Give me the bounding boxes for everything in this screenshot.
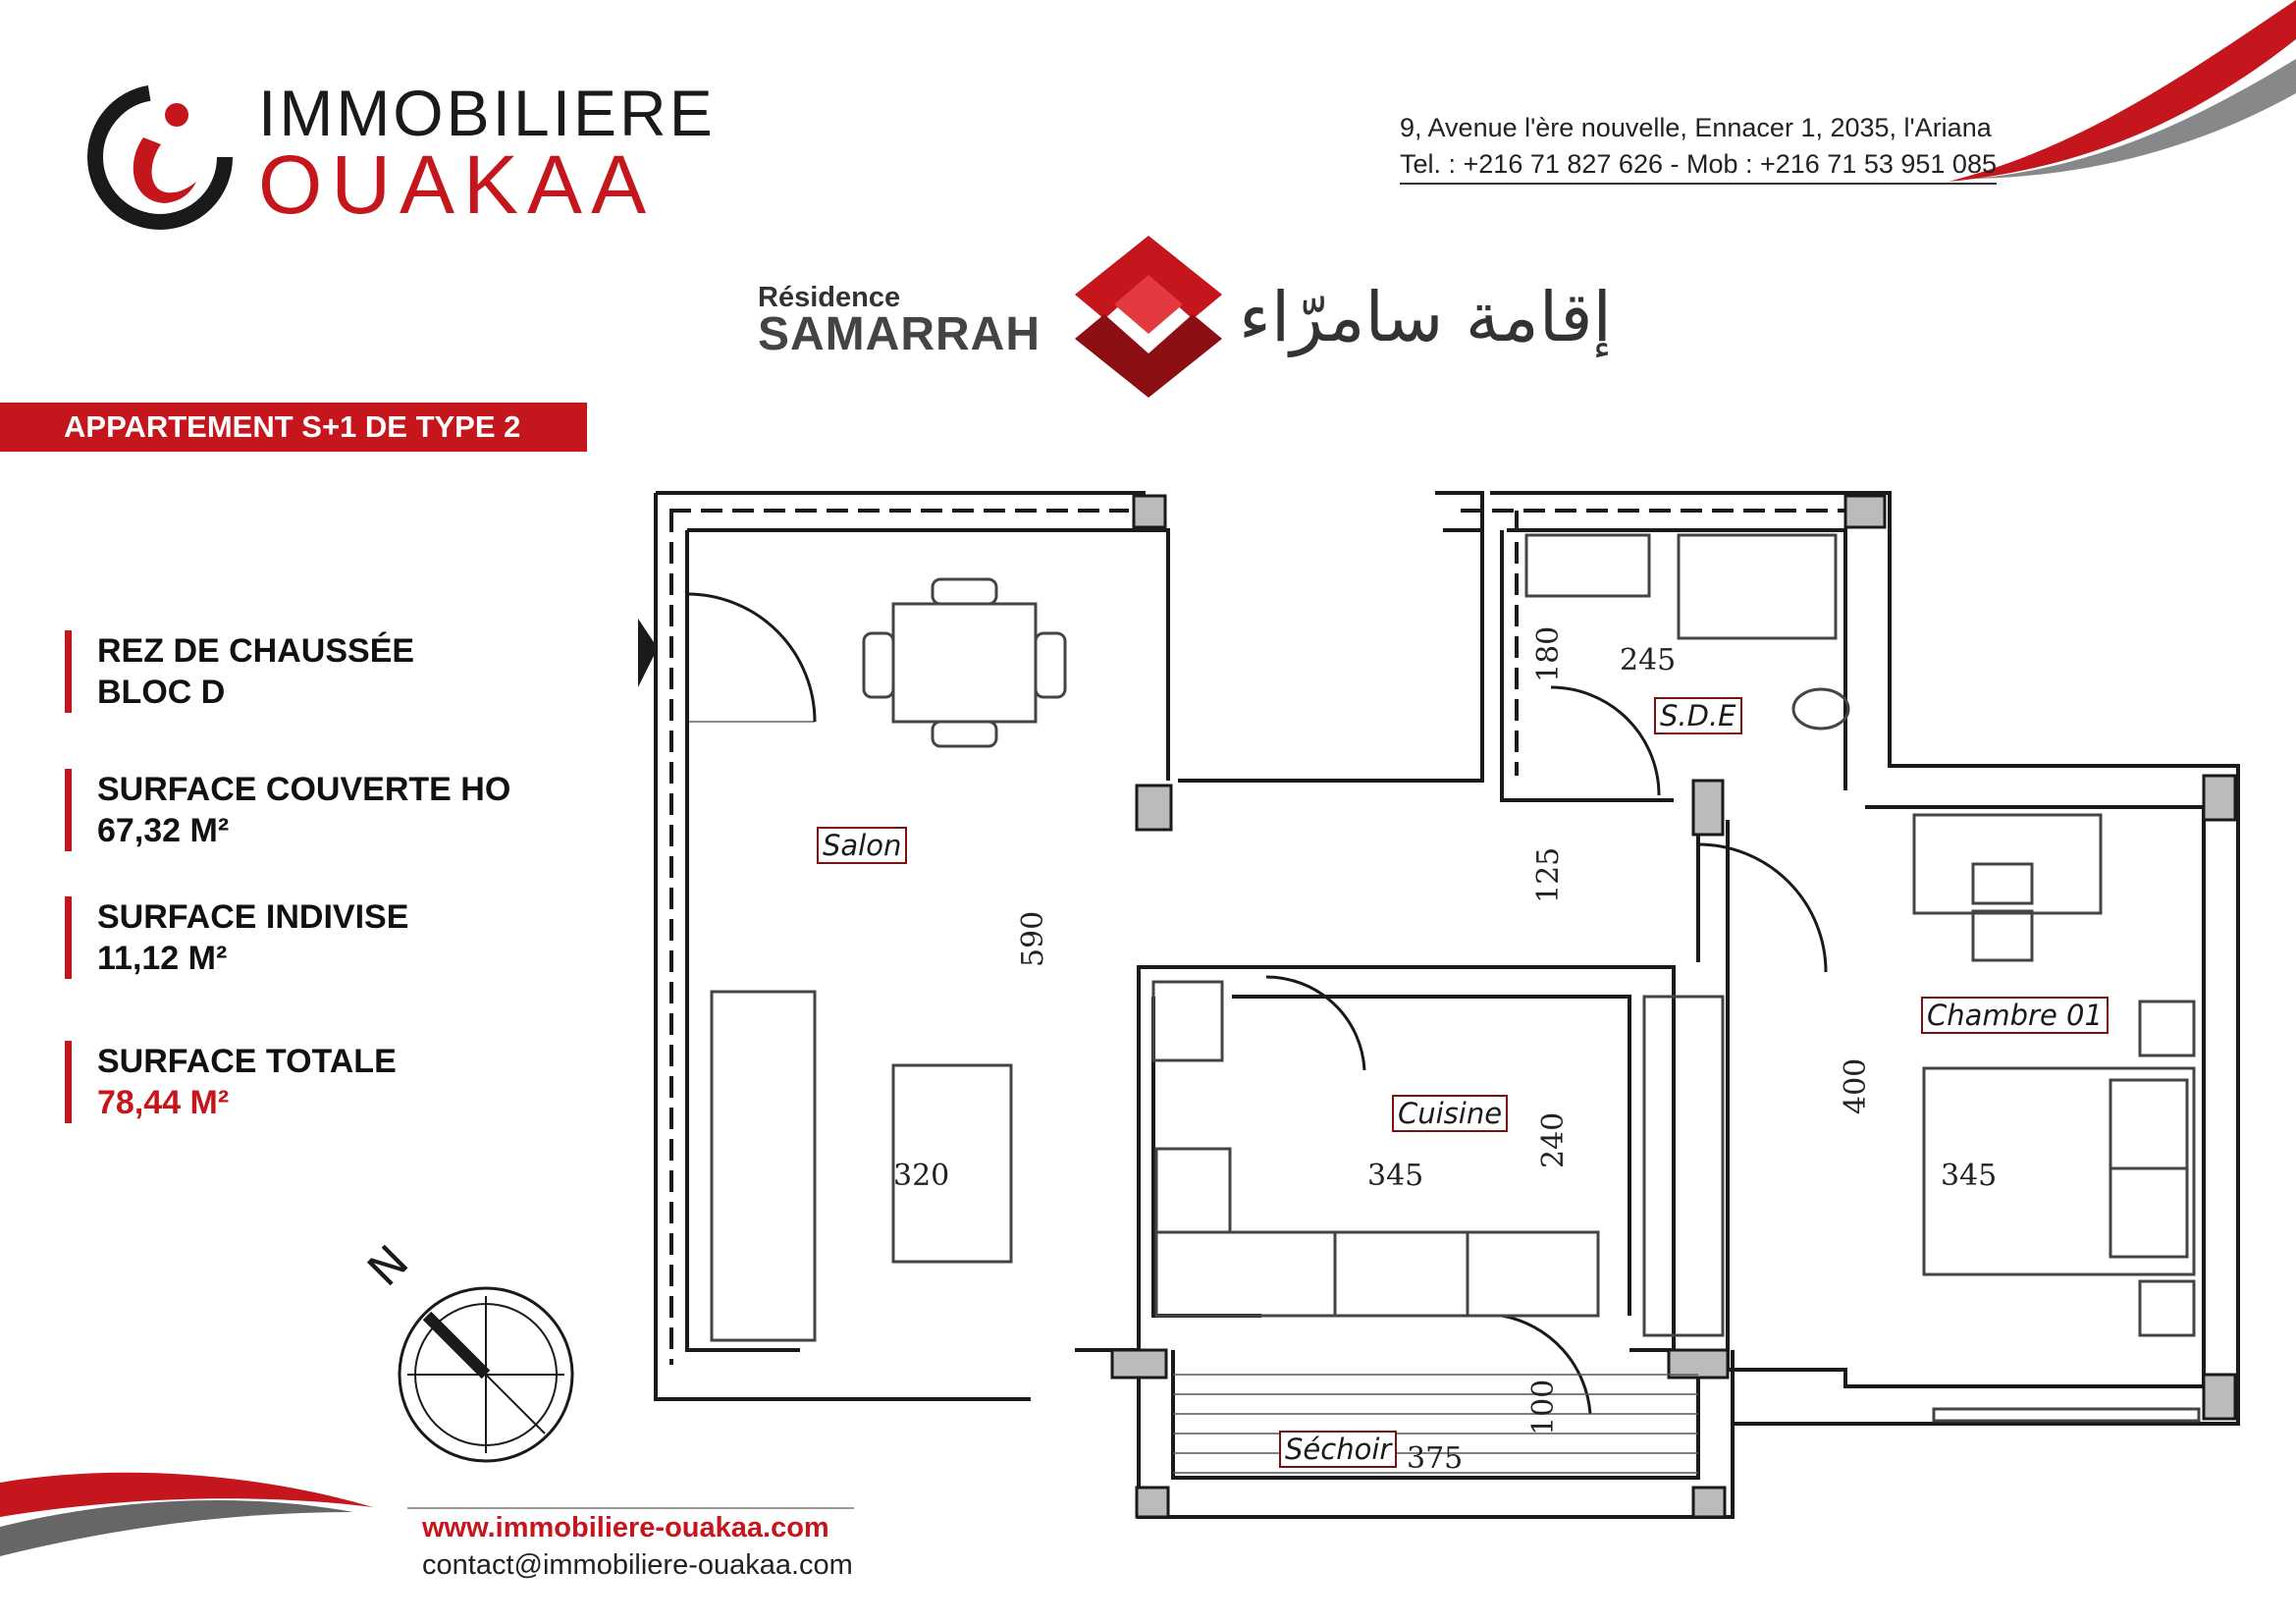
dim-salon-width: 320 <box>893 1159 950 1193</box>
dim-sde-height: 180 <box>1531 625 1566 682</box>
compass-north-label: N <box>356 1234 419 1297</box>
room-label-cuisine: Cuisine <box>1392 1095 1508 1132</box>
residence-label-small: Résidence <box>758 282 901 313</box>
email-link[interactable]: contact@immobiliere-ouakaa.com <box>422 1549 853 1581</box>
phone-text: Tel. : +216 71 827 626 - Mob : +216 71 53 951 085 <box>1400 146 1997 185</box>
indivise-surface-value: 11,12 M² <box>97 940 228 977</box>
residence-arabic-name: إقامة سامرّاء <box>1239 277 1612 357</box>
total-surface-label: SURFACE TOTALE <box>97 1043 397 1080</box>
brand-name-line2: OUAKAA <box>258 138 656 231</box>
dim-sechoir-height: 100 <box>1526 1379 1561 1435</box>
dim-sde-width: 245 <box>1620 643 1677 677</box>
covered-surface-label: SURFACE COUVERTE HO <box>97 771 511 808</box>
footer-divider <box>407 1507 854 1509</box>
floor-label: REZ DE CHAUSSÉE <box>97 632 415 670</box>
covered-surface-value: 67,32 M² <box>97 812 230 849</box>
dim-cuisine-height: 240 <box>1536 1111 1571 1168</box>
total-surface-value: 78,44 M² <box>97 1084 230 1121</box>
room-label-salon: Salon <box>817 827 907 864</box>
indivise-surface-label: SURFACE INDIVISE <box>97 898 409 936</box>
dim-corridor: 125 <box>1531 846 1566 903</box>
room-label-sde: S.D.E <box>1654 697 1742 734</box>
dim-chambre-width: 345 <box>1941 1159 1998 1193</box>
dim-sechoir-width: 375 <box>1407 1441 1464 1476</box>
dim-cuisine-width: 345 <box>1367 1159 1424 1193</box>
room-label-sechoir: Séchoir <box>1279 1431 1397 1468</box>
block-label: BLOC D <box>97 674 226 711</box>
dim-chambre-height: 400 <box>1839 1057 1873 1114</box>
website-link[interactable]: www.immobiliere-ouakaa.com <box>422 1512 829 1543</box>
dim-salon-height: 590 <box>1016 910 1050 967</box>
address-text: 9, Avenue l'ère nouvelle, Ennacer 1, 2035, l'Ariana <box>1400 113 1992 142</box>
compass-rose <box>388 1276 584 1473</box>
brand-name-line1: IMMOBILIERE <box>258 77 716 149</box>
residence-label-big: SAMARRAH <box>758 308 1041 360</box>
apartment-type-banner: APPARTEMENT S+1 DE TYPE 2 <box>0 403 587 452</box>
room-label-chambre: Chambre 01 <box>1921 997 2109 1034</box>
